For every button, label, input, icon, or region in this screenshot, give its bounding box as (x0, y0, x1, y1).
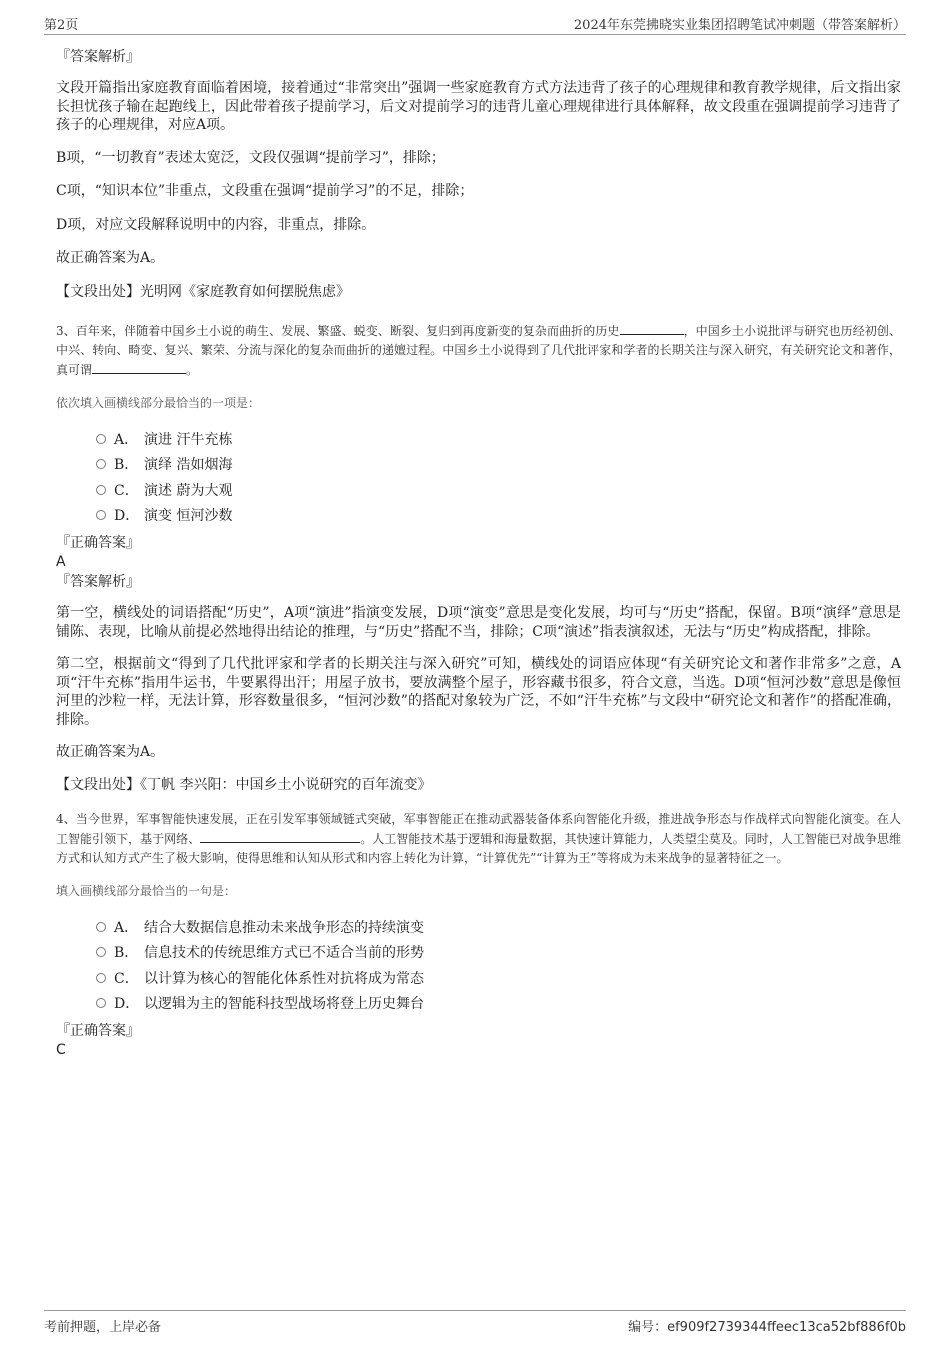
q2-analysis-p2: B项，“一切教育”表述太宽泛，文段仅强调“提前学习”，排除； (56, 149, 445, 166)
q3-option-c[interactable]: C． 演述 蔚为大观 (96, 477, 901, 503)
q3-analysis-p1: 第一空，横线处的词语搭配“历史”，A项“演进”指演变发展，D项“演变”意思是变化发展，均可与“历史”搭配，保留。B项“演绎”意思是铺陈、表现，比喻从前提必然地得出结论的推理，与“历史”搭配不当，排除；C项“演述”指表演叙述，无法与“历史”构成搭配，排除。 (56, 605, 901, 640)
q3-option-d[interactable]: D． 演变 恒河沙数 (96, 503, 901, 529)
q3-answer-label: 『正确答案』 (56, 535, 140, 551)
q2-analysis-p1: 文段开篇指出家庭教育面临着困境，接着通过“非常突出”强调一些家庭教育方式方法违背了孩子的心理规律和教育教学规律，后文指出家长担忧孩子输在起跑线上，因此带着孩子提前学习，后文对提前学习的违背儿童心理规律进行具体解释，故文段重在强调提前学习违背了孩子的心理规律，对应A项。 (56, 80, 901, 133)
q3-question-text (56, 321, 901, 380)
q4-blank (200, 829, 360, 843)
q2-analysis-p3: C项，“知识本位”非重点，文段重在强调“提前学习”的不足，排除； (56, 183, 474, 199)
page-header (44, 12, 906, 35)
q4-question-text (56, 810, 901, 868)
q3-option-a[interactable]: A． 演进 汗牛充栋 (96, 426, 901, 452)
q2-analysis-p4: D项，对应文段解释说明中的内容，非重点，排除。 (56, 216, 376, 233)
q3-prompt: 依次填入画横线部分最恰当的一项是： (56, 396, 261, 410)
radio-icon[interactable] (96, 922, 106, 932)
q3-text-c: 。 (186, 363, 199, 377)
radio-icon[interactable] (96, 947, 106, 957)
q3-options (56, 426, 901, 528)
footer-slogan: 考前押题，上岸必备 (44, 1320, 162, 1335)
q4-answer: C (56, 1042, 66, 1058)
q3-source: 【文段出处】《丁帆 李兴阳：中国乡土小说研究的百年流变》 (56, 776, 432, 793)
q4-option-a[interactable]: A． 结合大数据信息推动未来战争形态的持续演变 (96, 914, 901, 940)
q3-answer: A (56, 554, 66, 570)
q3-conclusion: 故正确答案为A。 (56, 744, 165, 760)
q4-answer-label: 『正确答案』 (56, 1023, 140, 1039)
radio-icon[interactable] (96, 434, 106, 444)
page-number: 第2页 (44, 17, 79, 33)
page-footer (44, 1310, 906, 1335)
radio-icon[interactable] (96, 459, 106, 469)
serial-number: ef909f2739344ffeec13ca52bf886f0b (667, 1320, 906, 1335)
q3-analysis-p2: 第二空，根据前文“得到了几代批评家和学者的长期关注与深入研究”可知，横线处的词语应体现“有关研究论文和著作非常多”之意，A项“汗牛充栋”指用牛运书，牛要累得出汗；用屋子放书，要放满整个屋子，形容藏书很多，符合文意，当选。D项“恒河沙数”意思是像恒河里的沙粒一样，无法计算，形容数量很多，“恒河沙数”的搭配对象较为广泛，不如“汗牛充栋”与文段中“研究论文和著作”的搭配准确，排除。 (56, 656, 901, 728)
q3-option-b[interactable]: B． 演绎 浩如烟海 (96, 452, 901, 478)
q3-blank-2 (92, 360, 186, 374)
q4-text-a: 4、当今世界，军事智能快速发展，正在引发军事领域链式突破，军事智能正在推动武器装备体系向智能化升级，推进战争形态与作战样式向智能化演变。在人工智能引领下，基于网络、 (56, 812, 901, 846)
radio-icon[interactable] (96, 973, 106, 983)
page-content (56, 46, 901, 1059)
q4-option-d[interactable]: D． 以逻辑为主的智能科技型战场将登上历史舞台 (96, 991, 901, 1017)
q3-blank-1 (620, 321, 684, 335)
q3-text-b: ，中国乡土小说批评与研究也历经初创、中兴、转向、畸变、复兴、繁荣、分流与深化的复杂而曲折的递嬗过程。中国乡土小说得到了几代批评家和学者的长期关注与深入研究，有关研究论文和著作，真可谓 (56, 324, 901, 377)
q4-options (56, 914, 901, 1016)
footer-serial (628, 1316, 906, 1335)
q4-prompt: 填入画横线部分最恰当的一句是： (56, 884, 237, 898)
q4-text-b: 。人工智能技术基于逻辑和海量数据，其快速计算能力，人类望尘莫及。同时，人工智能已对战争思维方式和认知方式产生了极大影响，使得思维和认知从形式和内容上转化为计算，“计算优先”“计算为王”等将成为未来战争的显著特征之一。 (56, 832, 901, 865)
radio-icon[interactable] (96, 998, 106, 1008)
document-title: 2024年东莞拂晓实业集团招聘笔试冲刺题（带答案解析） (573, 17, 906, 33)
serial-label: 编号： (628, 1320, 668, 1335)
radio-icon[interactable] (96, 485, 106, 495)
q4-option-b[interactable]: B． 信息技术的传统思维方式已不适合当前的形势 (96, 940, 901, 966)
q2-conclusion: 故正确答案为A。 (56, 250, 165, 266)
q3-analysis-label: 『答案解析』 (56, 574, 140, 590)
q2-analysis-label: 『答案解析』 (56, 49, 140, 65)
q4-option-c[interactable]: C． 以计算为核心的智能化体系性对抗将成为常态 (96, 965, 901, 991)
q2-source: 【文段出处】光明网《家庭教育如何摆脱焦虑》 (56, 283, 350, 300)
radio-icon[interactable] (96, 510, 106, 520)
q3-text-a: 3、百年来，伴随着中国乡土小说的萌生、发展、繁盛、蜕变、断裂、复归到再度新变的复杂而曲折的历史 (56, 324, 620, 338)
